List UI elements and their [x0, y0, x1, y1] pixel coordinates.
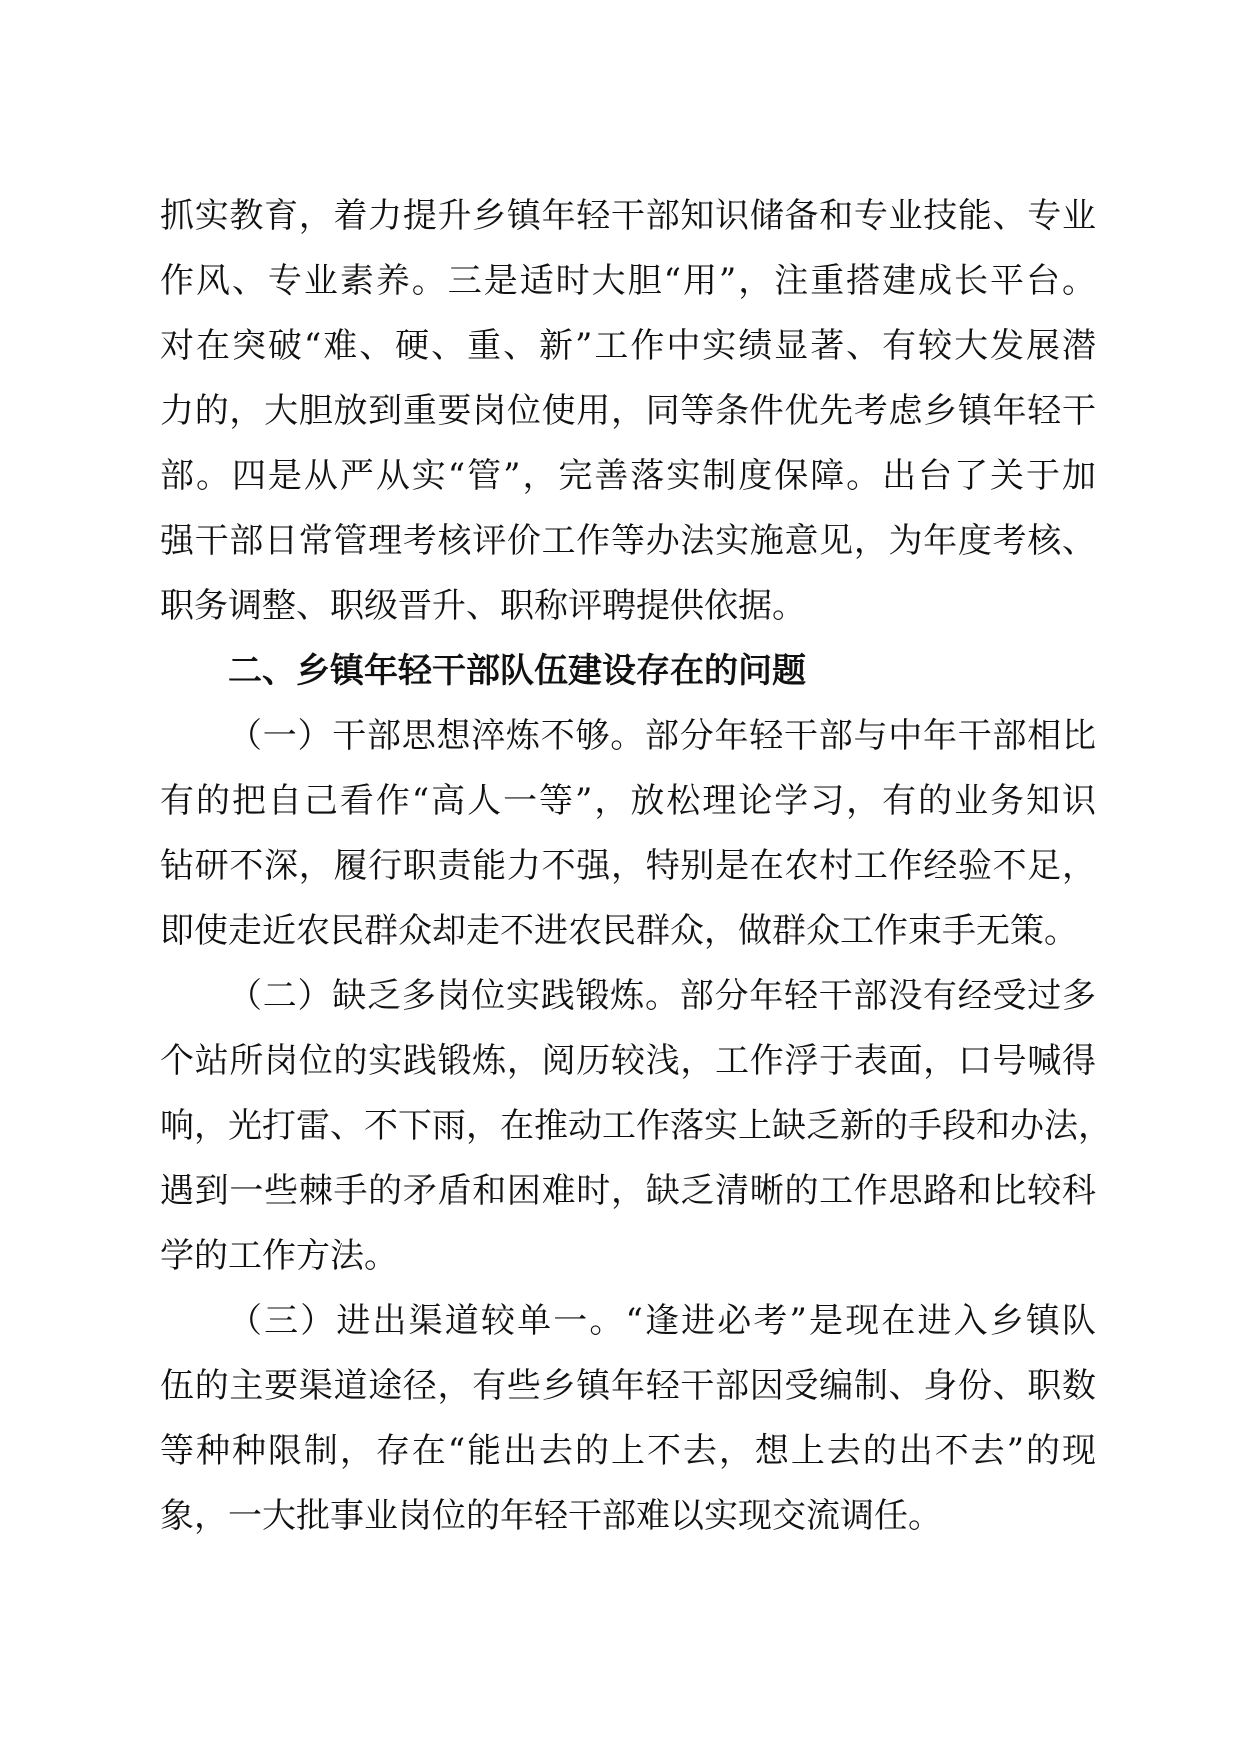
body-line: 对在突破“难、硬、重、新”工作中实绩显著、有较大发展潜	[160, 326, 1096, 366]
body-line: 即使走近农民群众却走不进农民群众，做群众工作束手无策。	[160, 911, 1078, 951]
body-line: 象，一大批事业岗位的年轻干部难以实现交流调任。	[160, 1496, 942, 1536]
body-line: 等种种限制，存在“能出去的上不去，想上去的出不去”的现	[160, 1431, 1096, 1471]
body-line: 有的把自己看作“高人一等”，放松理论学习，有的业务知识	[160, 781, 1096, 821]
body-line: 响，光打雷、不下雨，在推动工作落实上缺乏新的手段和办法，	[160, 1106, 1112, 1146]
body-line: 钻研不深，履行职责能力不强，特别是在农村工作经验不足，	[160, 846, 1096, 886]
subsection-first-line: （三）进出渠道较单一。“逢进必考”是现在进入乡镇队	[228, 1301, 1096, 1341]
body-line: 遇到一些棘手的矛盾和困难时，缺乏清晰的工作思路和比较科	[160, 1171, 1096, 1211]
body-line: 个站所岗位的实践锻炼，阅历较浅，工作浮于表面，口号喊得	[160, 1041, 1096, 1081]
body-line: 职务调整、职级晋升、职称评聘提供依据。	[160, 586, 806, 626]
body-line: 部。四是从严从实“管”，完善落实制度保障。出台了关于加	[160, 456, 1096, 496]
section-heading: 二、乡镇年轻干部队伍建设存在的问题	[228, 651, 806, 691]
subsection-first-line: （二）缺乏多岗位实践锻炼。部分年轻干部没有经受过多	[228, 976, 1096, 1016]
body-line: 强干部日常管理考核评价工作等办法实施意见，为年度考核、	[160, 521, 1096, 561]
body-line: 抓实教育，着力提升乡镇年轻干部知识储备和专业技能、专业	[160, 196, 1096, 236]
document-body	[160, 184, 1112, 1549]
body-line: 作风、专业素养。三是适时大胆“用”，注重搭建成长平台。	[160, 261, 1096, 301]
subsection-first-line: （一）干部思想淬炼不够。部分年轻干部与中年干部相比	[228, 716, 1096, 756]
body-line: 学的工作方法。	[160, 1236, 398, 1276]
body-line: 力的，大胆放到重要岗位使用，同等条件优先考虑乡镇年轻干	[160, 391, 1096, 431]
body-line: 伍的主要渠道途径，有些乡镇年轻干部因受编制、身份、职数	[160, 1366, 1096, 1406]
